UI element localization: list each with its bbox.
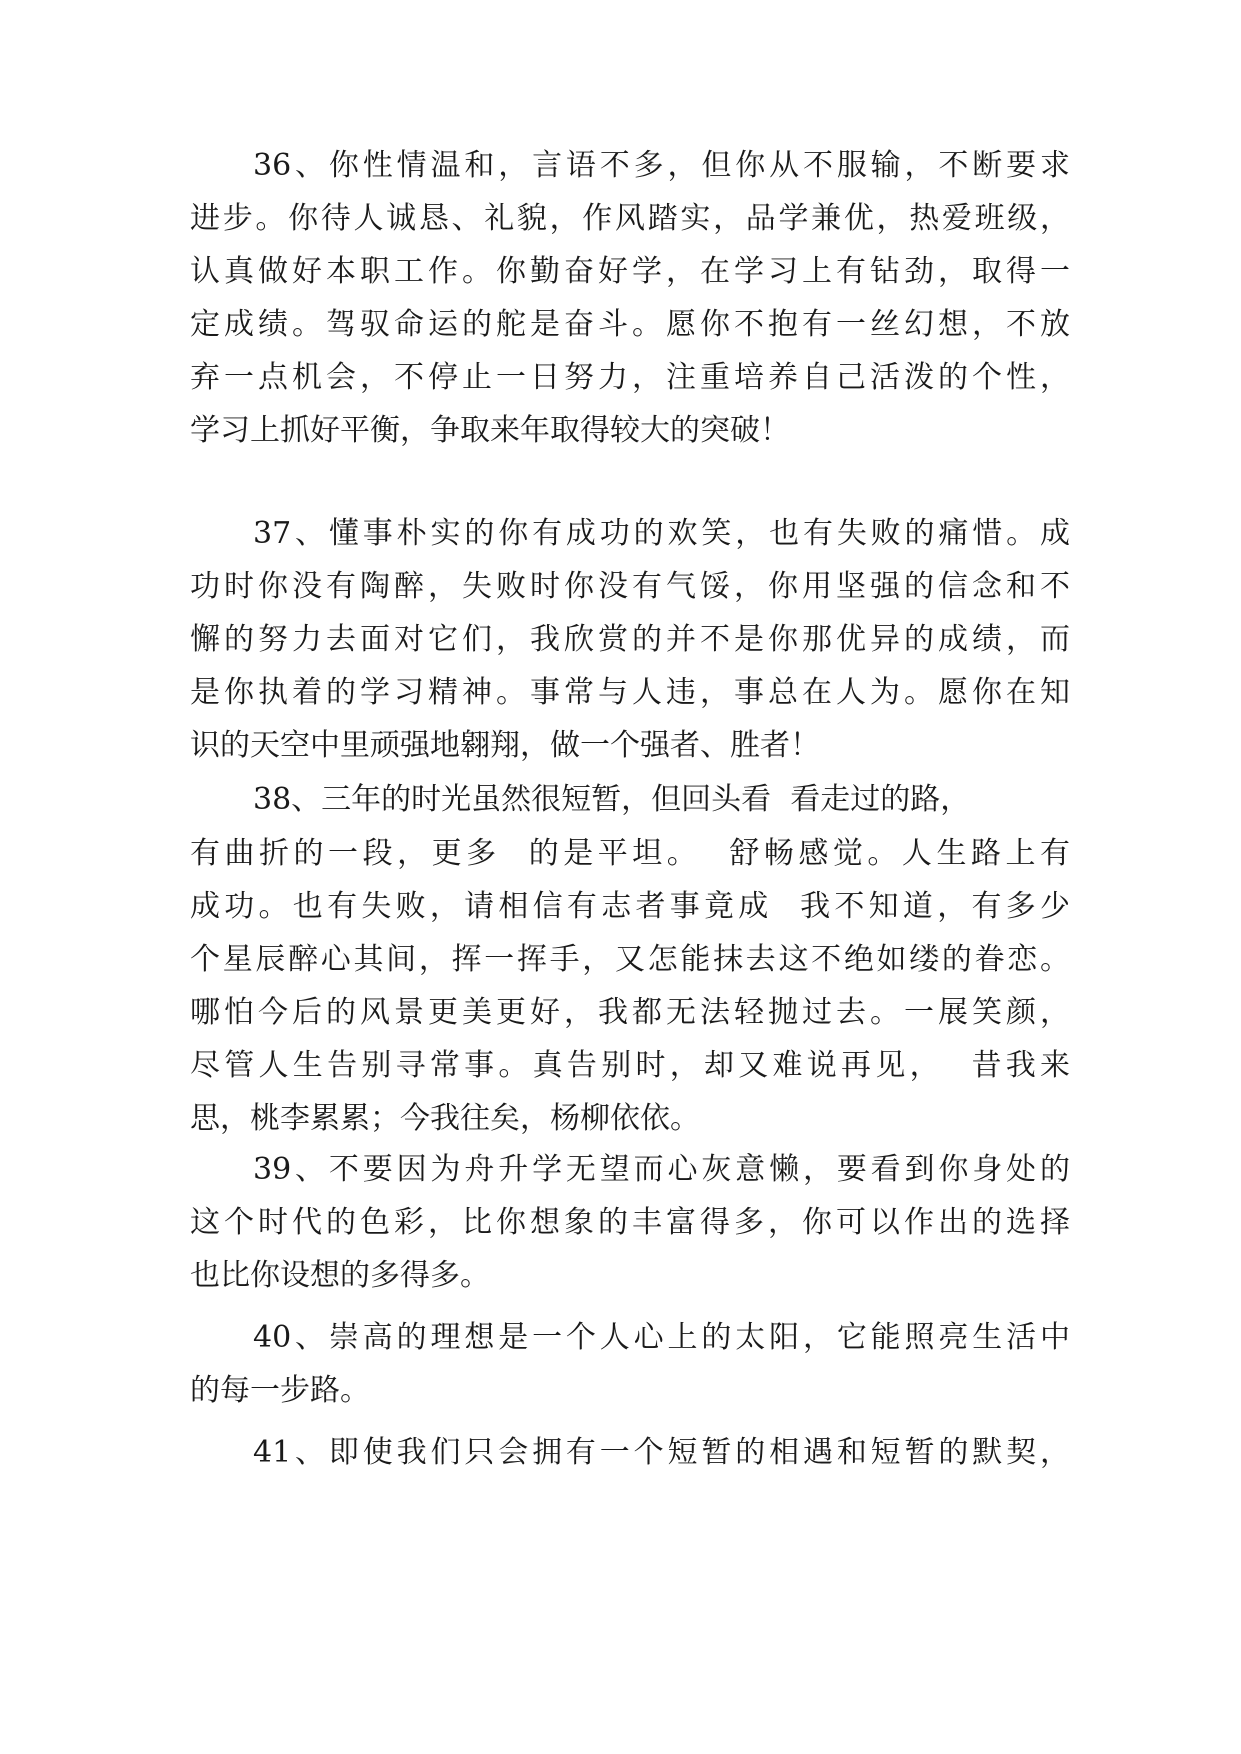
text-line: 哪怕今后的风景更美更好，我都无法轻抛过去。一展笑颜， <box>190 995 1070 1030</box>
text-line: 思，桃李累累；今我往矣，杨柳依依。 <box>190 1101 700 1136</box>
text-line: 有曲折的一段，更多 的是平坦。 舒畅感觉。人生路上有 <box>190 836 1070 871</box>
text-line: 定成绩。驾驭命运的舵是奋斗。愿你不抱有一丝幻想，不放 <box>190 307 1070 342</box>
text-line: 也比你设想的多得多。 <box>190 1258 490 1293</box>
text-line: 尽管人生告别寻常事。真告别时，却又难说再见， 昔我来 <box>190 1048 1070 1083</box>
text-line: 弃一点机会，不停止一日努力，注重培养自己活泼的个性， <box>190 360 1070 395</box>
text-line: 36、你性情温和，言语不多，但你从不服输，不断要求 <box>253 148 1070 183</box>
text-line: 功时你没有陶醉，失败时你没有气馁，你用坚强的信念和不 <box>190 569 1070 604</box>
text-line: 的每一步路。 <box>190 1373 370 1408</box>
text-line: 懈的努力去面对它们，我欣赏的并不是你那优异的成绩，而 <box>190 622 1070 657</box>
text-line: 学习上抓好平衡，争取来年取得较大的突破！ <box>190 413 790 448</box>
text-line: 41、即使我们只会拥有一个短暂的相遇和短暂的默契， <box>253 1435 1070 1470</box>
text-line: 个星辰醉心其间，挥一挥手，又怎能抹去这不绝如缕的眷恋。 <box>190 942 1070 977</box>
text-line: 识的天空中里顽强地翱翔，做一个强者、胜者！ <box>190 728 820 763</box>
text-line: 是你执着的学习精神。事常与人违，事总在人为。愿你在知 <box>190 675 1070 710</box>
text-line: 38、三年的时光虽然很短暂，但回头看 看走过的路， <box>253 782 971 817</box>
text-line: 40、崇高的理想是一个人心上的太阳，它能照亮生活中 <box>253 1320 1070 1355</box>
text-line: 这个时代的色彩，比你想象的丰富得多，你可以作出的选择 <box>190 1205 1070 1240</box>
text-line: 37、懂事朴实的你有成功的欢笑，也有失败的痛惜。成 <box>253 516 1070 551</box>
text-line: 认真做好本职工作。你勤奋好学，在学习上有钻劲，取得一 <box>190 254 1070 289</box>
text-line: 39、不要因为舟升学无望而心灰意懒，要看到你身处的 <box>253 1152 1070 1187</box>
text-line: 进步。你待人诚恳、礼貌，作风踏实，品学兼优，热爱班级， <box>190 201 1070 236</box>
text-line: 成功。也有失败，请相信有志者事竟成 我不知道，有多少 <box>190 889 1070 924</box>
